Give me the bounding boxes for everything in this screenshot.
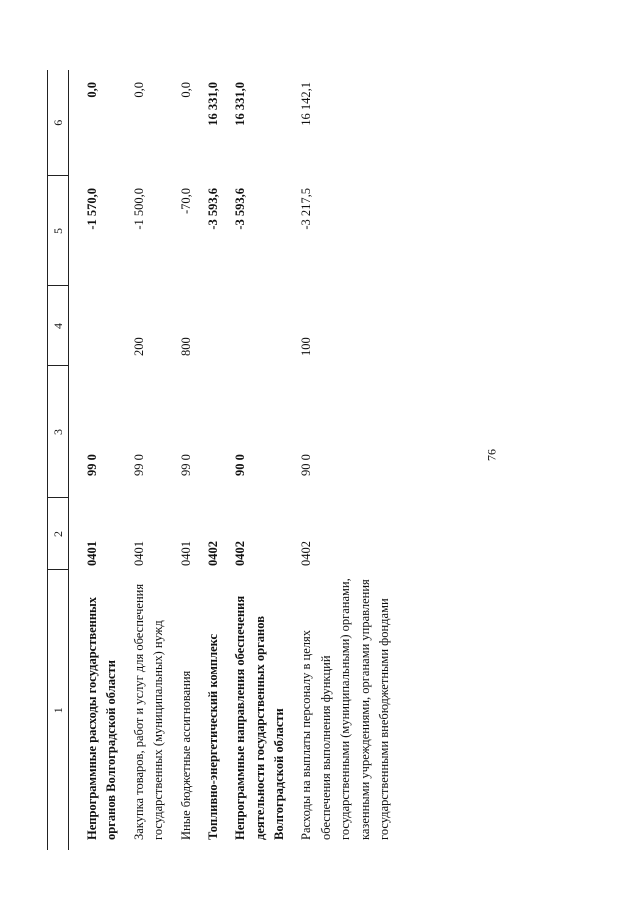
row-change: -1 500,0	[131, 188, 146, 230]
row-section: 0402	[233, 541, 248, 566]
row-target-article: 90 0	[299, 454, 314, 476]
table-row	[130, 70, 177, 850]
row-section: 0401	[178, 541, 193, 566]
row-target-article: 99 0	[178, 454, 193, 476]
row-change: -70,0	[178, 188, 193, 215]
column-header-1: 1	[48, 570, 69, 850]
column-header-4: 4	[48, 286, 69, 366]
row-total: 16 331,0	[205, 82, 220, 126]
row-expense-type	[204, 286, 231, 366]
column-header-3: 3	[48, 366, 69, 498]
row-section: 0401	[85, 541, 99, 566]
row-section: 0402	[299, 541, 314, 566]
row-expense-type	[69, 286, 130, 366]
table-row	[231, 70, 297, 850]
row-name: Непрограммные расходы государственных органов Волгоградской области	[85, 596, 119, 840]
table-row	[177, 70, 204, 850]
row-section: 0402	[205, 541, 220, 566]
row-total: 0,0	[85, 82, 99, 98]
row-target-article	[204, 366, 231, 498]
row-change: -3 593,6	[205, 188, 220, 230]
budget-table-rotated	[47, 70, 452, 850]
row-total: 16 142,1	[299, 82, 314, 126]
table-row	[204, 70, 231, 850]
row-name: Расходы на выплаты персоналу в целях обеспечения выполнения функций государственными (муниципальными) органами, казенными учреждениями, органами управления государственными внебюджетными фондами	[299, 578, 391, 840]
row-total: 16 331,0	[233, 82, 248, 126]
row-name: Топливно-энергетический комплекс	[205, 633, 220, 840]
row-expense-type: 800	[178, 337, 193, 356]
header-row	[48, 70, 69, 850]
row-name: Непрограммные направления обеспечения деятельности государственных органов Волгоградской области	[233, 595, 286, 840]
row-expense-type: 100	[299, 337, 314, 356]
row-target-article: 99 0	[131, 454, 146, 476]
row-expense-type: 200	[131, 337, 146, 356]
row-target-article: 99 0	[85, 454, 99, 476]
row-total: 0,0	[178, 82, 193, 98]
row-change: -3 217,5	[299, 188, 314, 230]
row-total: 0,0	[131, 82, 146, 98]
column-header-2: 2	[48, 498, 69, 570]
row-target-article: 90 0	[233, 454, 248, 476]
budget-table	[47, 70, 402, 850]
row-section: 0401	[131, 541, 146, 566]
table-row	[297, 70, 402, 850]
row-expense-type	[231, 286, 297, 366]
column-header-5: 5	[48, 176, 69, 286]
row-change: -3 593,6	[233, 188, 248, 230]
row-change: -1 570,0	[85, 188, 99, 230]
column-header-6: 6	[48, 70, 69, 176]
row-name: Иные бюджетные ассигнования	[178, 670, 193, 840]
table-row	[69, 70, 130, 850]
row-name: Закупка товаров, работ и услуг для обеспечения государственных (муниципальных) нужд	[131, 583, 166, 840]
page-number: 76	[484, 449, 499, 461]
